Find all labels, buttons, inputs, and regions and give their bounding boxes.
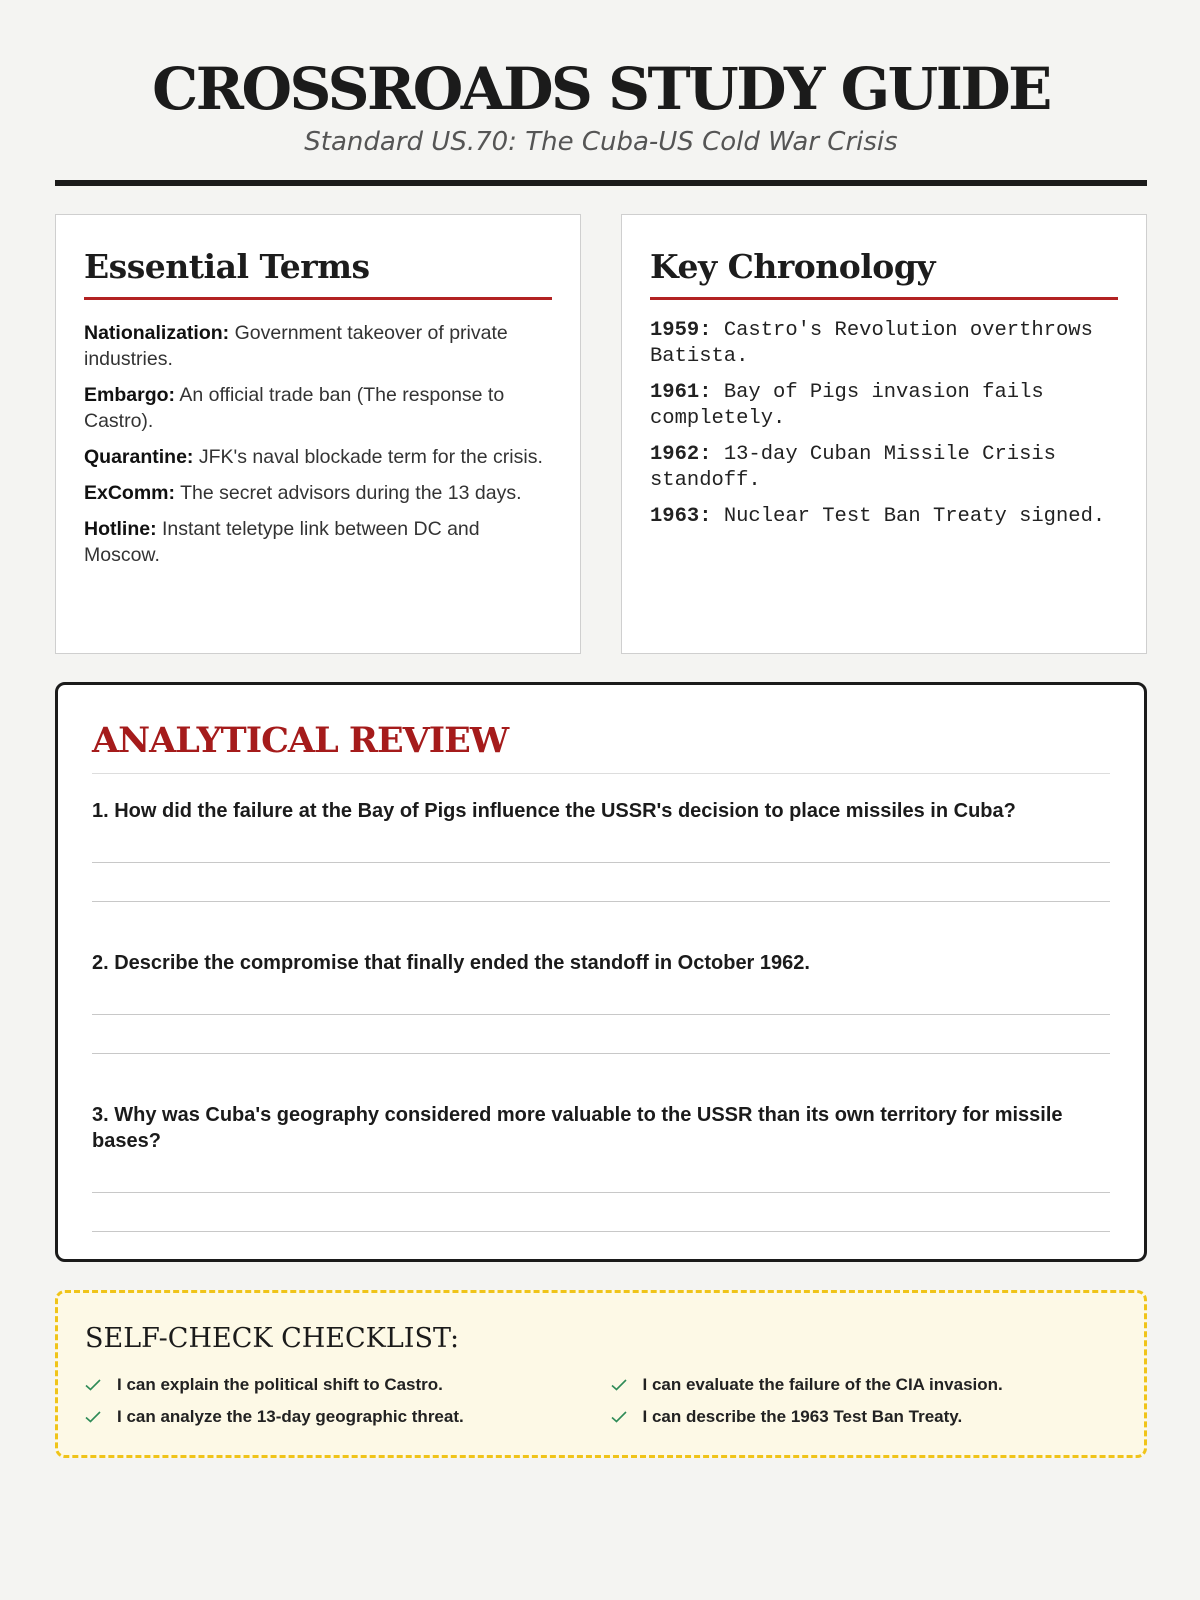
- checklist-items: [85, 1373, 1116, 1429]
- header-divider: [55, 180, 1147, 186]
- term-label: Quarantine:: [84, 446, 194, 468]
- chronology-item: [650, 318, 1118, 370]
- chronology-list: [650, 318, 1118, 530]
- key-chronology-heading: Key Chronology: [650, 245, 1118, 300]
- review-question: [92, 1102, 1110, 1232]
- term-item: [84, 382, 552, 434]
- review-question: [92, 798, 1110, 902]
- answer-line[interactable]: [92, 824, 1110, 863]
- page-title: CROSSROADS STUDY GUIDE: [152, 55, 1050, 123]
- term-item: [84, 320, 552, 372]
- question-text: 1. How did the failure at the Bay of Pigs influence the USSR's decision to place missiles in Cuba?: [92, 800, 1016, 822]
- terms-list: [84, 320, 552, 568]
- term-label: ExComm:: [84, 482, 176, 504]
- chronology-item: [650, 442, 1118, 494]
- info-cards: [55, 214, 1147, 654]
- checkmark-icon: [611, 1379, 643, 1391]
- analytical-review-section: [55, 682, 1147, 1262]
- term-definition: An official trade ban (The response to Castro).: [84, 384, 505, 432]
- review-question: [92, 950, 1110, 1054]
- term-label: Nationalization:: [84, 322, 230, 344]
- question-text: 3. Why was Cuba's geography considered more valuable to the USSR than its own territory for missile bases?: [92, 1104, 1063, 1152]
- answer-line[interactable]: [92, 1154, 1110, 1193]
- term-definition: Government takeover of private industries.: [84, 322, 508, 370]
- key-chronology-card: [621, 214, 1147, 654]
- checkmark-icon: [85, 1379, 117, 1391]
- chronology-event: Nuclear Test Ban Treaty signed.: [711, 505, 1106, 528]
- chronology-year: 1963:: [650, 505, 712, 528]
- answer-line[interactable]: [92, 976, 1110, 1015]
- checklist-item-label: I can analyze the 13-day geographic threat.: [117, 1407, 464, 1426]
- checklist-heading: SELF-CHECK CHECKLIST:: [85, 1323, 460, 1354]
- chronology-year: 1961:: [650, 381, 712, 404]
- essential-terms-card: [55, 214, 581, 654]
- checklist-item: [611, 1373, 1117, 1397]
- answer-line[interactable]: [92, 1015, 1110, 1054]
- term-label: Hotline:: [84, 518, 157, 540]
- term-label: Embargo:: [84, 384, 176, 406]
- checklist-item-label: I can evaluate the failure of the CIA invasion.: [642, 1375, 1003, 1394]
- term-item: [84, 516, 552, 568]
- essential-terms-heading: Essential Terms: [84, 245, 552, 300]
- chronology-year: 1962:: [650, 443, 712, 466]
- page-header: [55, 0, 1147, 186]
- chronology-item: [650, 380, 1118, 432]
- chronology-item: [650, 504, 1118, 530]
- checkmark-icon: [85, 1411, 117, 1423]
- self-check-checklist: [55, 1290, 1147, 1458]
- chronology-event: Bay of Pigs invasion fails completely.: [650, 381, 1044, 430]
- answer-line[interactable]: [92, 1193, 1110, 1232]
- question-text: 2. Describe the compromise that finally ended the standoff in October 1962.: [92, 952, 810, 974]
- chronology-event: 13-day Cuban Missile Crisis standoff.: [650, 443, 1056, 492]
- term-definition: The secret advisors during the 13 days.: [175, 482, 522, 504]
- checklist-item-label: I can explain the political shift to Castro.: [117, 1375, 443, 1394]
- answer-line[interactable]: [92, 863, 1110, 902]
- checklist-item: [85, 1373, 591, 1397]
- checklist-item-label: I can describe the 1963 Test Ban Treaty.: [642, 1407, 963, 1426]
- term-definition: JFK's naval blockade term for the crisis.: [193, 446, 543, 468]
- checklist-item: [85, 1405, 591, 1429]
- checklist-item: [611, 1405, 1117, 1429]
- checkmark-icon: [611, 1411, 643, 1423]
- term-definition: Instant teletype link between DC and Moscow.: [84, 518, 480, 566]
- analytical-review-heading: ANALYTICAL REVIEW: [92, 719, 1110, 774]
- term-item: [84, 444, 552, 470]
- chronology-year: 1959:: [650, 319, 712, 342]
- study-guide-page: [55, 0, 1147, 1458]
- chronology-event: Castro's Revolution overthrows Batista.: [650, 319, 1093, 368]
- term-item: [84, 480, 552, 506]
- page-subtitle: Standard US.70: The Cuba-US Cold War Crisis: [304, 127, 898, 157]
